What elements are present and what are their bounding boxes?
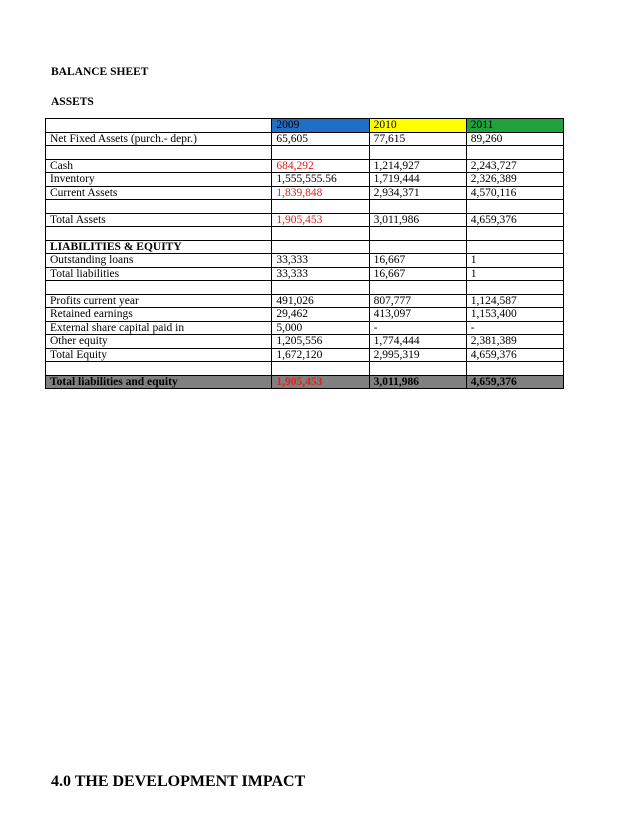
value-2009 (272, 227, 369, 241)
row-net-fixed-assets (46, 132, 564, 146)
value-2010 (369, 281, 466, 295)
value-2011: 2,381,389 (466, 335, 563, 349)
assets-heading: ASSETS (51, 96, 94, 108)
value-2010: 1,774,444 (369, 335, 466, 349)
value-2011: 4,659,376 (466, 348, 563, 362)
value-2010: 3,011,986 (369, 375, 466, 389)
spacer-row (46, 362, 564, 376)
spacer-row (46, 227, 564, 241)
value-2009: 33,333 (272, 254, 369, 268)
value-2011 (466, 146, 563, 160)
row-total-assets (46, 213, 564, 227)
value-2011: 1,124,587 (466, 294, 563, 308)
spacer-row (46, 200, 564, 214)
section-heading-development-impact: 4.0 THE DEVELOPMENT IMPACT (51, 773, 306, 790)
row-label: Cash (46, 159, 272, 173)
value-2009: 1,672,120 (272, 348, 369, 362)
row-profits-current-year (46, 294, 564, 308)
row-label: Total Assets (46, 213, 272, 227)
value-2010: 413,097 (369, 308, 466, 322)
spacer-row (46, 281, 564, 295)
value-2011 (466, 281, 563, 295)
value-2010: 807,777 (369, 294, 466, 308)
value-2011: 4,659,376 (466, 375, 563, 389)
row-outstanding-loans (46, 254, 564, 268)
row-inventory (46, 173, 564, 187)
row-label: Inventory (46, 173, 272, 187)
value-2010: 16,667 (369, 267, 466, 281)
value-2011 (466, 227, 563, 241)
row-label: External share capital paid in (46, 321, 272, 335)
value-2011: 1 (466, 267, 563, 281)
value-2011: 4,570,116 (466, 186, 563, 200)
row-label: Total liabilities (46, 267, 272, 281)
value-2009: 1,555,555.56 (272, 173, 369, 187)
value-2009: 684,292 (272, 159, 369, 173)
row-label (46, 200, 272, 214)
row-liabilities-equity-heading (46, 240, 564, 254)
value-2009: 65,605 (272, 132, 369, 146)
value-2010: 3,011,986 (369, 213, 466, 227)
row-label: Profits current year (46, 294, 272, 308)
value-2011: 1,153,400 (466, 308, 563, 322)
value-2010: - (369, 321, 466, 335)
year-2010-header: 2010 (369, 119, 466, 133)
value-2010: 16,667 (369, 254, 466, 268)
value-2009: 33,333 (272, 267, 369, 281)
value-2011 (466, 240, 563, 254)
row-cash (46, 159, 564, 173)
value-2009 (272, 146, 369, 160)
value-2011: 2,243,727 (466, 159, 563, 173)
header-label-cell (46, 119, 272, 133)
row-label: Total liabilities and equity (46, 375, 272, 389)
value-2010: 2,995,319 (369, 348, 466, 362)
value-2009: 1,905,453 (272, 375, 369, 389)
row-current-assets (46, 186, 564, 200)
row-label: Net Fixed Assets (purch.- depr.) (46, 132, 272, 146)
value-2009: 1,905,453 (272, 213, 369, 227)
value-2010 (369, 362, 466, 376)
value-2011: 89,260 (466, 132, 563, 146)
value-2010 (369, 227, 466, 241)
row-total-liabilities (46, 267, 564, 281)
value-2009: 491,026 (272, 294, 369, 308)
value-2009: 1,205,556 (272, 335, 369, 349)
row-total-liabilities-and-equity (46, 375, 564, 389)
value-2011: - (466, 321, 563, 335)
row-label (46, 362, 272, 376)
year-header-row (46, 119, 564, 133)
row-label: Other equity (46, 335, 272, 349)
value-2011 (466, 200, 563, 214)
value-2009: 29,462 (272, 308, 369, 322)
value-2009 (272, 362, 369, 376)
row-label: Retained earnings (46, 308, 272, 322)
value-2009 (272, 281, 369, 295)
value-2009: 1,839,848 (272, 186, 369, 200)
row-total-equity (46, 348, 564, 362)
row-label: Current Assets (46, 186, 272, 200)
value-2010: 2,934,371 (369, 186, 466, 200)
value-2009: 5,000 (272, 321, 369, 335)
value-2011 (466, 362, 563, 376)
value-2010 (369, 146, 466, 160)
row-label (46, 146, 272, 160)
year-2011-header: 2011 (466, 119, 563, 133)
year-2009-header: 2009 (272, 119, 369, 133)
value-2009 (272, 240, 369, 254)
row-label: Total Equity (46, 348, 272, 362)
spacer-row (46, 146, 564, 160)
section-heading: LIABILITIES & EQUITY (46, 240, 272, 254)
row-label (46, 281, 272, 295)
row-retained-earnings (46, 308, 564, 322)
row-external-share-capital (46, 321, 564, 335)
value-2011: 2,326,389 (466, 173, 563, 187)
row-other-equity (46, 335, 564, 349)
value-2011: 4,659,376 (466, 213, 563, 227)
row-label: Outstanding loans (46, 254, 272, 268)
value-2010 (369, 200, 466, 214)
balance-sheet-table (45, 118, 564, 389)
value-2010 (369, 240, 466, 254)
value-2010: 77,615 (369, 132, 466, 146)
value-2010: 1,719,444 (369, 173, 466, 187)
value-2009 (272, 200, 369, 214)
row-label (46, 227, 272, 241)
balance-sheet-title: BALANCE SHEET (51, 66, 149, 78)
value-2011: 1 (466, 254, 563, 268)
value-2010: 1,214,927 (369, 159, 466, 173)
